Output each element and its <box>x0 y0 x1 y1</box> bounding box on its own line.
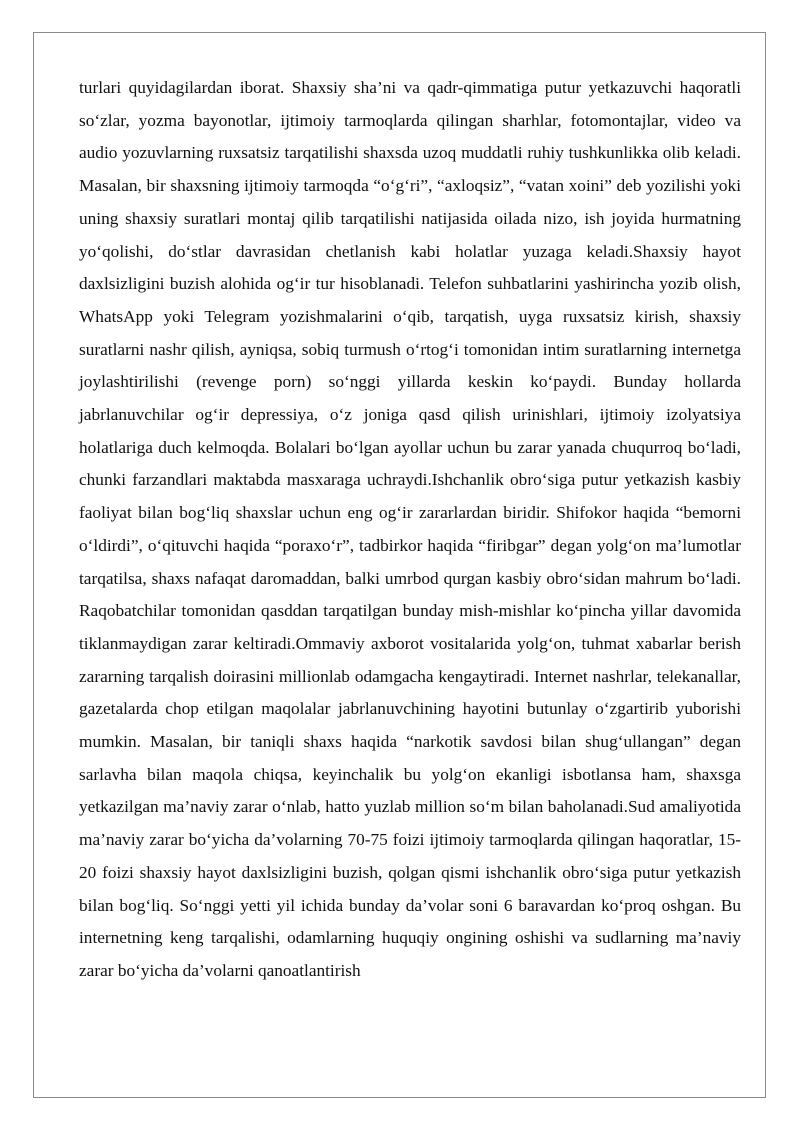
body-paragraph: turlari quyidagilardan iborat. Shaxsiy sha’ni va qadr-qimmatiga putur yetkazuvchi haqoratli so‘zlar, yozma bayonotlar, ijtimoiy tarmoqlarda qilingan sharhlar, fotomontajlar, video va audio yozuvlarning ruxsatsiz tarqatilishi shaxsda uzoq muddatli ruhiy tushkunlikka olib keladi. Masalan, bir shaxsning ijtimoiy tarmoqda “o‘g‘ri”, “axloqsiz”, “vatan xoini” deb yozilishi yoki uning shaxsiy suratlari montaj qilib tarqatilishi natijasida oilada nizo, ish joyida hurmatning yo‘qolishi, do‘stlar davrasidan chetlanish kabi holatlar yuzaga keladi.Shaxsiy hayot daxlsizligini buzish alohida og‘ir tur hisoblanadi. Telefon suhbatlarini yashirincha yozib olish, WhatsApp yoki Telegram yozishmalarini o‘qib, tarqatish, uyga ruxsatsiz kirish, shaxsiy suratlarni nashr qilish, ayniqsa, sobiq turmush o‘rtog‘i tomonidan intim suratlarning internetga joylashtirilishi (revenge porn) so‘nggi yillarda keskin ko‘paydi. Bunday hollarda jabrlanuvchilar og‘ir depressiya, o‘z joniga qasd qilish urinishlari, ijtimoiy izolyatsiya holatlariga duch kelmoqda. Bolalari bo‘lgan ayollar uchun bu zarar yanada chuqurroq bo‘ladi, chunki farzandlari maktabda masxaraga uchraydi.Ishchanlik obro‘siga putur yetkazish kasbiy faoliyat bilan bog‘liq shaxslar uchun eng og‘ir zararlardan biridir. Shifokor haqida “bemorni o‘ldirdi”, o‘qituvchi haqida “poraxo‘r”, tadbirkor haqida “firibgar” degan yolg‘on ma’lumotlar tarqatilsa, shaxs nafaqat daromaddan, balki umrbod qurgan kasbiy obro‘sidan mahrum bo‘ladi. Raqobatchilar tomonidan qasddan tarqatilgan bunday mish-mishlar ko‘pincha yillar davomida tiklanmaydigan zarar keltiradi.Ommaviy axborot vositalarida yolg‘on, tuhmat xabarlar berish zararning tarqalish doirasini millionlab odamgacha kengaytiradi. Internet nashrlar, telekanallar, gazetalarda chop etilgan maqolalar jabrlanuvchining hayotini butunlay o‘zgartirib yuborishi mumkin. Masalan, bir taniqli shaxs haqida “narkotik savdosi bilan shug‘ullangan” degan sarlavha bilan maqola chiqsa, keyinchalik bu yolg‘on ekanligi isbotlansa ham, shaxsga yetkazilgan ma’naviy zarar o‘nlab, hatto yuzlab million so‘m bilan baholanadi.Sud amaliyotida ma’naviy zarar bo‘yicha da’volarning 70-75 foizi ijtimoiy tarmoqlarda qilingan haqoratlar, 15-20 foizi shaxsiy hayot daxlsizligini buzish, qolgan qismi ishchanlik obro‘siga putur yetkazish bilan bog‘liq. So‘nggi yetti yil ichida bunday da’volar soni 6 baravardan ko‘proq oshgan. Bu internetning keng tarqalishi, odamlarning huquqiy ongining oshishi va sudlarning ma’naviy zarar bo‘yicha da’volarni qanoatlantirish <box>79 78 741 980</box>
